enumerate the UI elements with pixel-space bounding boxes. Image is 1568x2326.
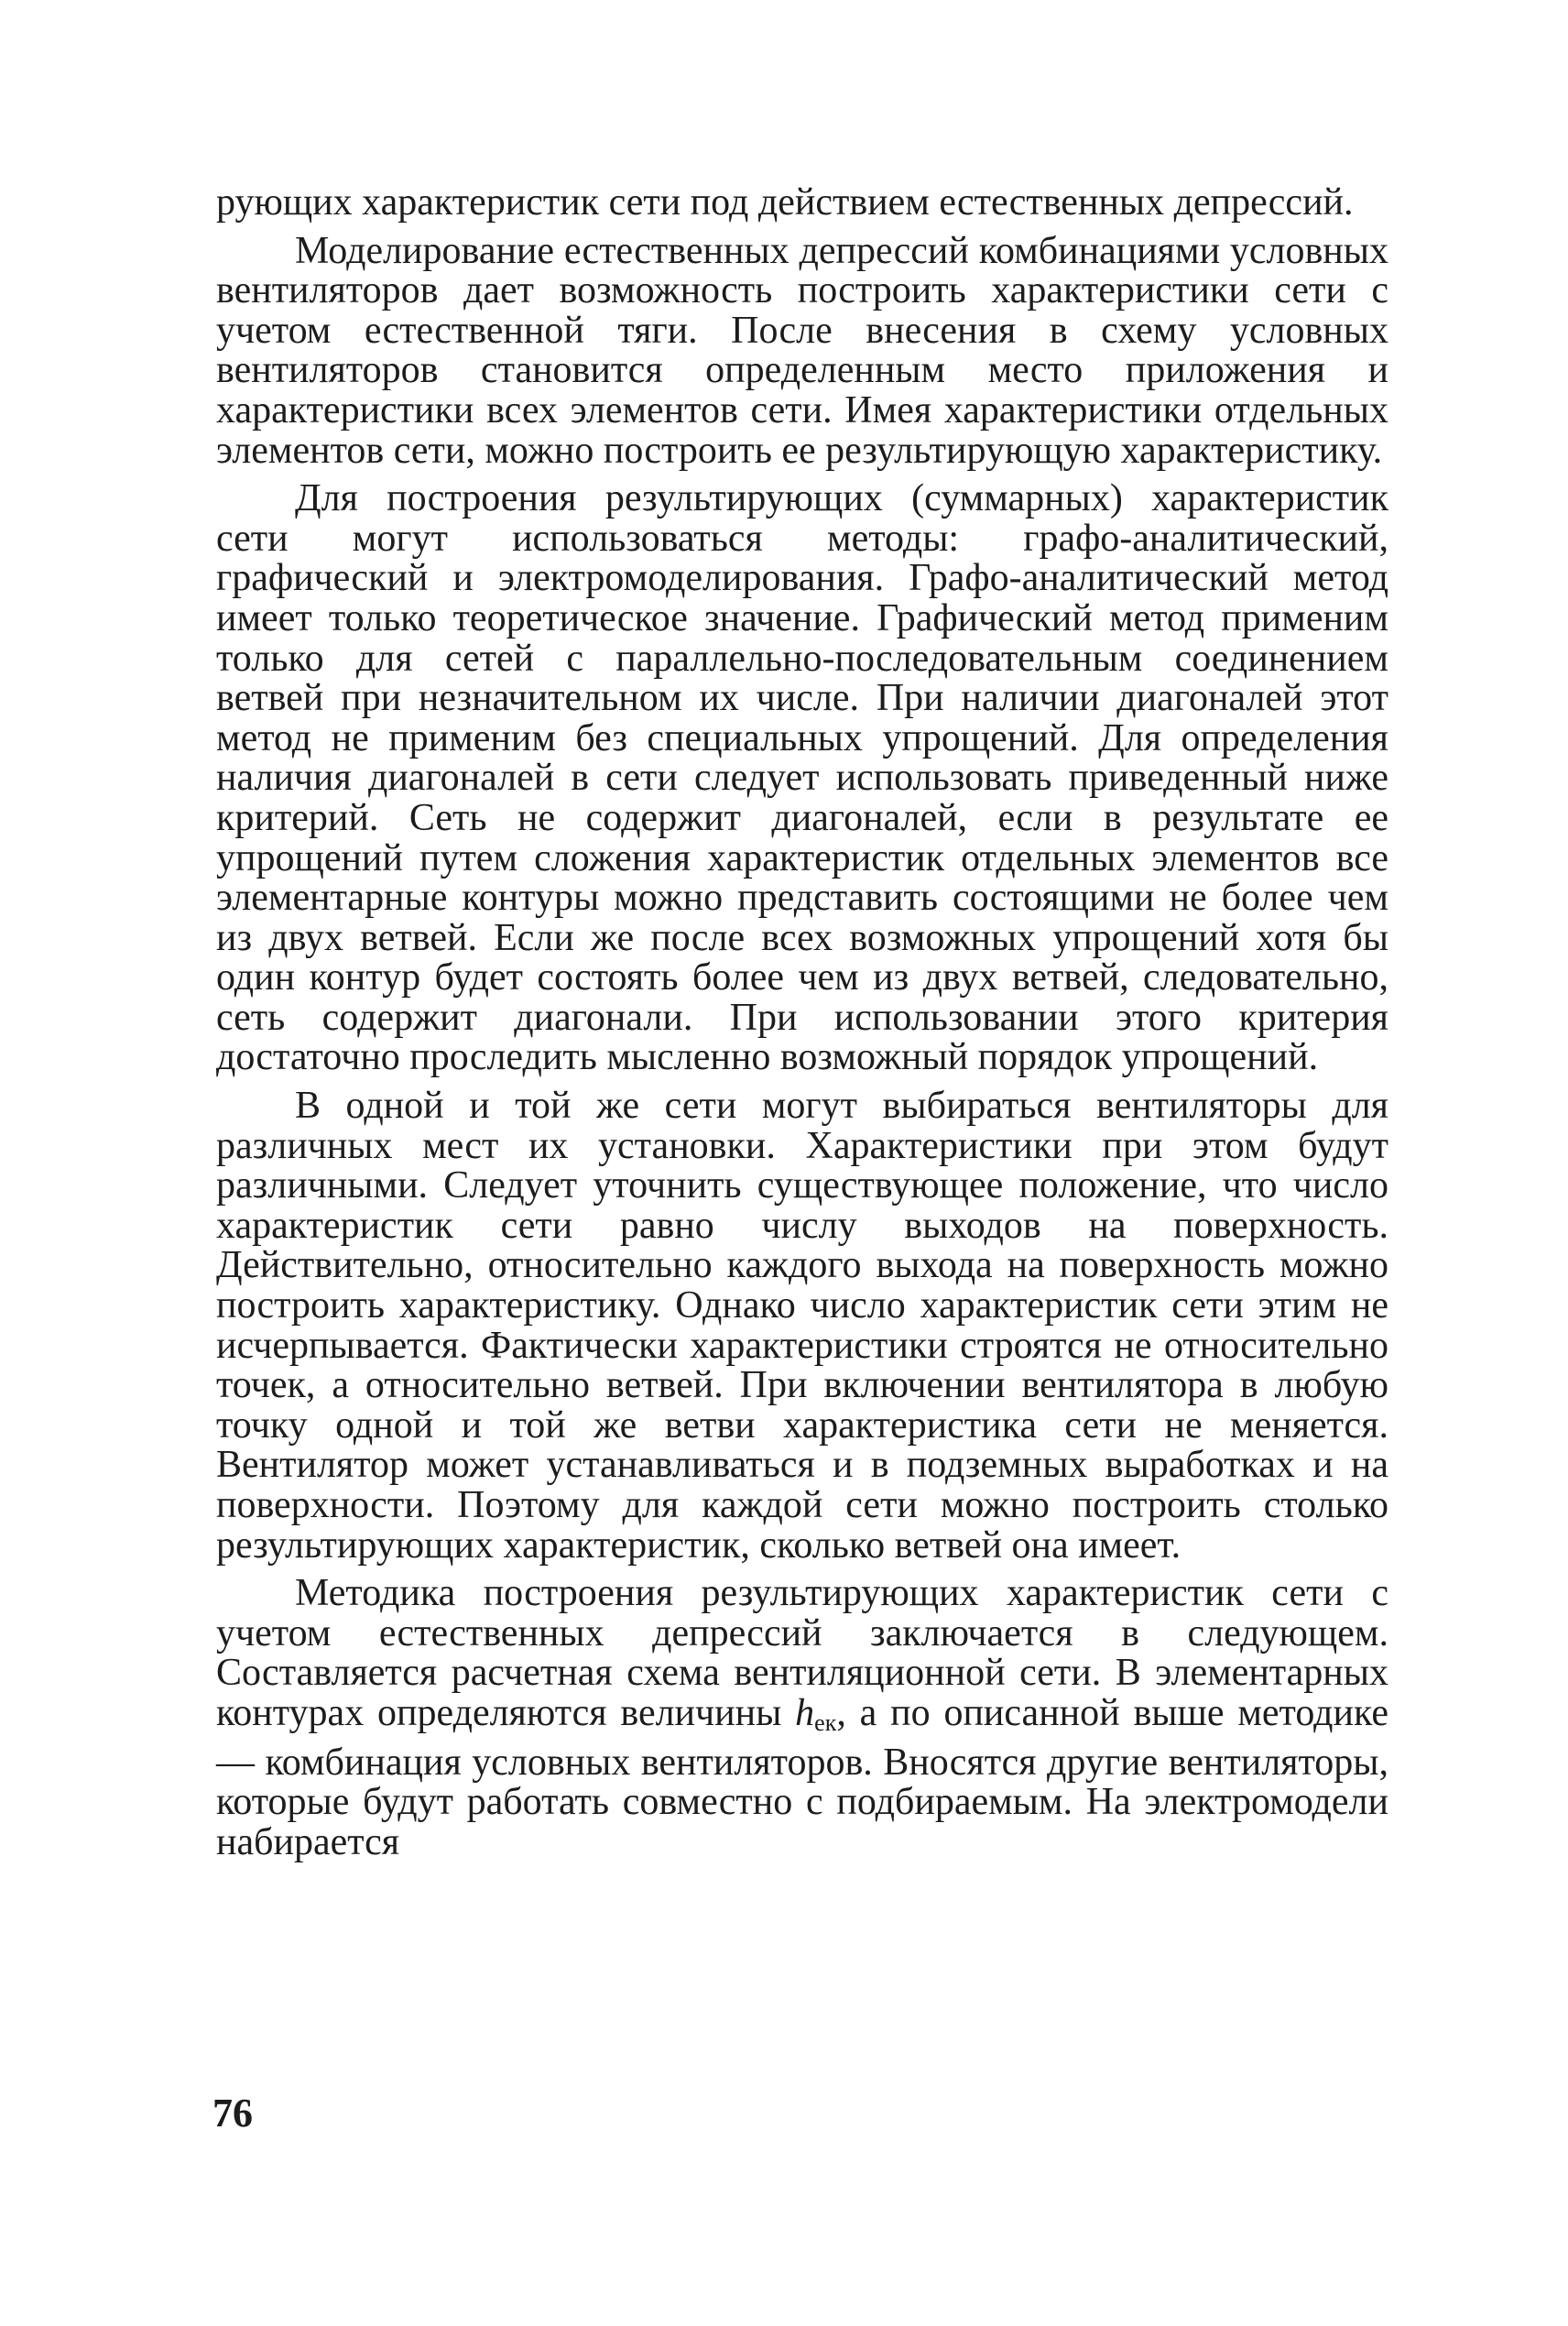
- paragraph-procedure: [216, 1574, 1388, 1862]
- procedure-text-start: Методика построения результирующих характеристик сети с учетом естественных депрессий заключается в следующем. Составляется расчетная схема вентиляционной сети. В элементарных контурах определяются величины: [216, 1572, 1388, 1734]
- body-text: [216, 183, 1388, 1862]
- paragraph-modeling: Моделирование естественных депрессий комбинациями условных вентиляторов дает возможность построить характеристики сети с учетом естественной тяги. После внесения в схему условных вентиляторов становится определенным место приложения и характеристики всех элементов сети. Имея характеристики отдельных элементов сети, можно построить ее результирующую характеристику.: [216, 229, 1388, 472]
- page-number: 76: [212, 2091, 253, 2135]
- paragraph-continuation: рующих характеристик сети под действием естественных депрессий.: [216, 181, 1354, 224]
- paragraph-methods: Для построения результирующих (суммарных) характеристик сети могут использоваться методы: графо-аналитический, графический и электромоделирования. Графо-аналитический метод имеет только теоретическое значение. Графический метод применим только для сетей с параллельно-последовательным соединением ветвей при незначительном их числе. При наличии диагоналей этот метод не применим без специальных упрощений. Для определения наличия диагоналей в сети следует использовать приведенный ниже критерий. Сеть не содержит диагоналей, если в результате ее упрощений путем сложения характеристик отдельных элементов все элементарные контуры можно представить состоящими не более чем из двух ветвей. Если же после всех возможных упрощений хотя бы один контур будет состоять более чем из двух ветвей, следовательно, сеть содержит диагонали. При использовании этого критерия достаточно проследить мысленно возможный порядок упрощений.: [216, 477, 1388, 1079]
- variable-subscript: ек: [814, 1709, 837, 1736]
- variable-h: h: [795, 1691, 815, 1734]
- procedure-text-end: , а по описанной выше методике — комбинация условных вентиляторов. Вносятся другие вентиляторы, которые будут работать совместно с подбираемым. На электромодели набирается: [216, 1691, 1388, 1863]
- paragraph-fans: В одной и той же сети могут выбираться вентиляторы для различных мест их установки. Характеристики при этом будут различными. Следует уточнить существующее положение, что число характеристик сети равно числу выходов на поверхность. Действительно, относительно каждого выхода на поверхность можно построить характеристику. Однако число характеристик сети этим не исчерпывается. Фактически характеристики строятся не относительно точек, а относительно ветвей. При включении вентилятора в любую точку одной и той же ветви характеристика сети не меняется. Вентилятор может устанавливаться и в подземных выработках и на поверхности. Поэтому для каждой сети можно построить столько результирующих характеристик, сколько ветвей она имеет.: [216, 1085, 1388, 1567]
